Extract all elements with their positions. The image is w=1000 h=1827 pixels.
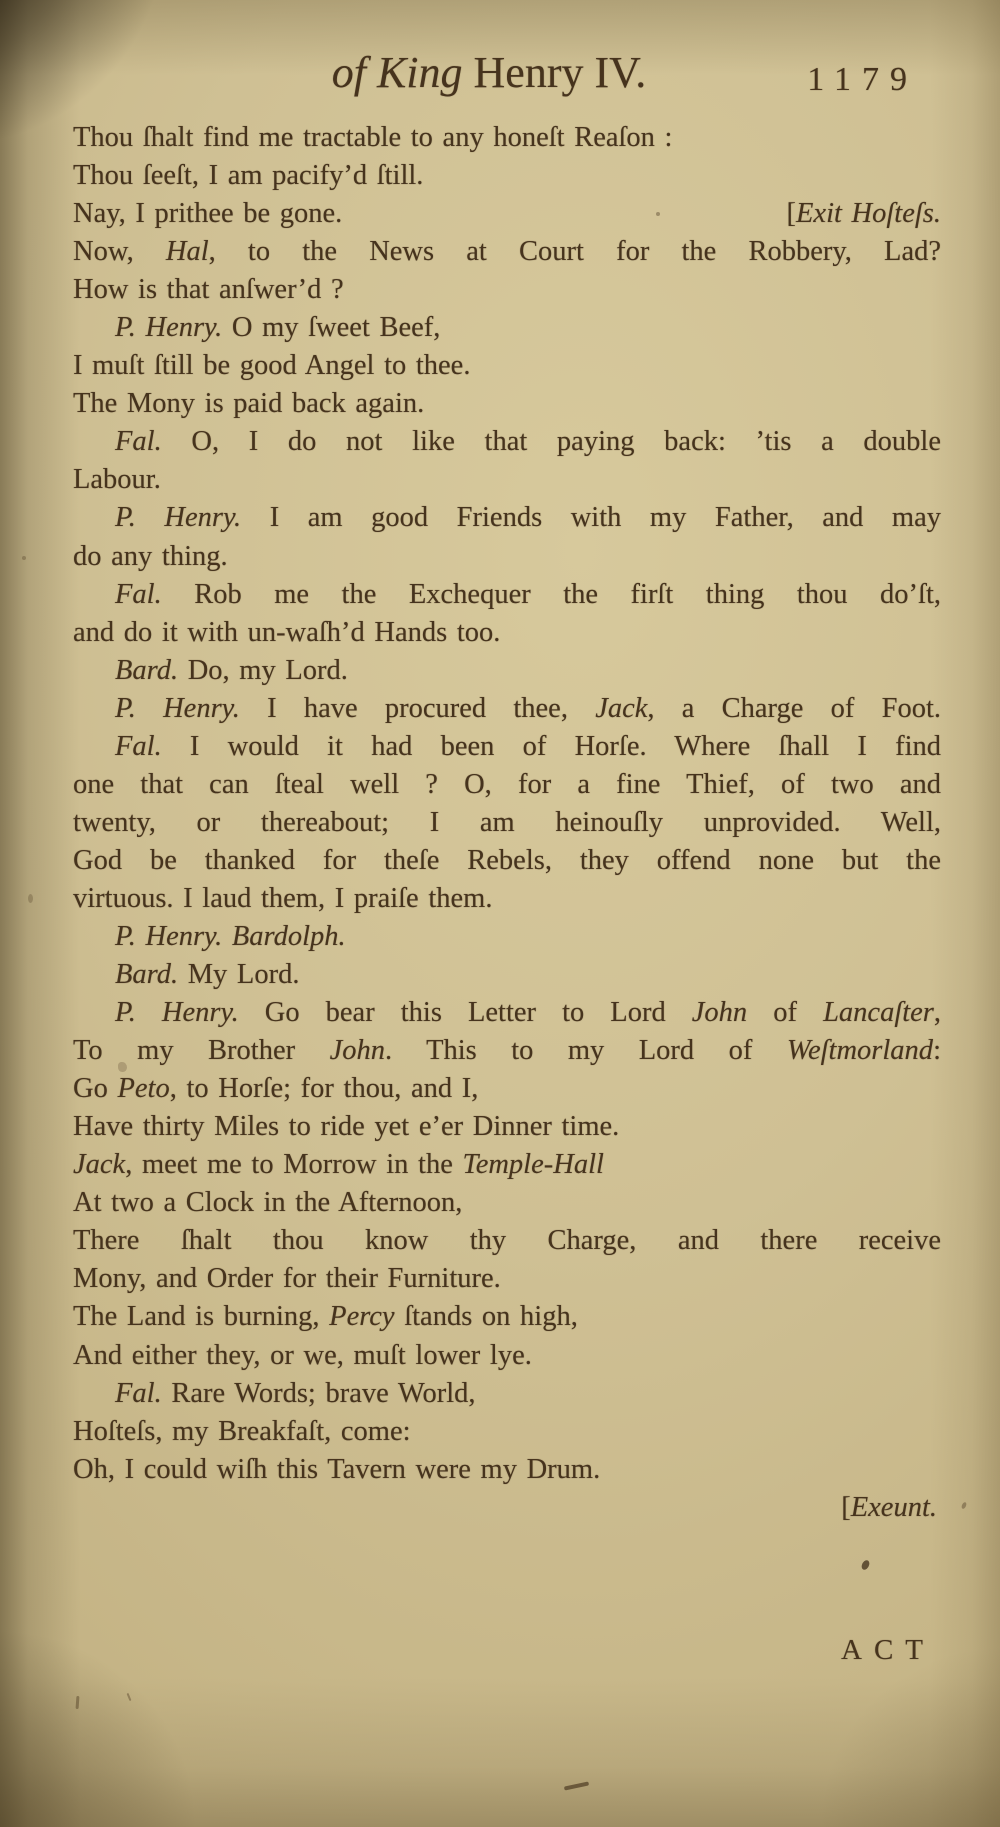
italic-text: Peto <box>117 1073 170 1105</box>
roman-text: And either they, or we, muſt lower lye. <box>73 1339 532 1371</box>
text-line <box>73 1222 941 1260</box>
italic-text: Exeunt. <box>850 1491 937 1523</box>
text-line <box>73 538 941 576</box>
page-text <box>73 119 941 1527</box>
roman-text: Go bear this Letter to Lord <box>238 997 692 1029</box>
italic-text: P. Henry. Bardolph. <box>115 920 346 952</box>
ink-speck <box>564 1781 589 1790</box>
roman-text: , to the News at Court for the Robbery, Lad? <box>208 236 941 268</box>
ink-speck <box>656 212 660 216</box>
ink-speck <box>22 556 26 560</box>
text-line <box>73 994 941 1032</box>
roman-text: Oh, I could wiſh this Tavern were my Drum. <box>73 1453 601 1485</box>
roman-text: twenty, or thereabout; I am heinouſly unprovided. Well, <box>73 806 941 838</box>
roman-text: Now, <box>73 236 166 268</box>
roman-text: and do it with un-waſh’d Hands too. <box>73 616 501 648</box>
text-line <box>73 1413 941 1451</box>
text-line <box>73 918 941 956</box>
roman-text: : <box>933 1035 941 1067</box>
italic-text: P. Henry. <box>115 502 242 534</box>
roman-text: , to Horſe; for thou, and I, <box>169 1073 479 1105</box>
ink-speck <box>961 1501 968 1509</box>
text-line <box>73 956 941 994</box>
italic-text: Fal. <box>115 1377 162 1409</box>
text-line <box>73 423 941 461</box>
text-line <box>73 1451 941 1489</box>
roman-text: Mony, and Order for their Furniture. <box>73 1263 501 1295</box>
italic-text: Exit Hoſteſs. <box>796 198 941 230</box>
text-line <box>73 690 941 728</box>
italic-text: John <box>329 1035 385 1067</box>
roman-text: How is that anſwer’d ? <box>73 274 344 306</box>
roman-text: The Land is burning, <box>73 1301 330 1333</box>
text-line <box>73 347 941 385</box>
roman-text: Rob me the Exchequer the firſt thing thou do’ſt, <box>161 578 941 610</box>
roman-text: My Lord. <box>178 959 300 991</box>
text-line <box>73 1260 941 1298</box>
text-line <box>73 614 941 652</box>
roman-text: , meet me to Morrow in the <box>125 1149 463 1181</box>
roman-text: Go <box>73 1073 118 1105</box>
roman-text: Labour. <box>73 464 161 496</box>
roman-text: [ <box>786 198 797 230</box>
text-line <box>73 728 941 766</box>
roman-text: The Mony is paid back again. <box>73 388 425 420</box>
roman-text: I have procured thee, <box>239 692 596 724</box>
roman-text: O my ſweet Beef, <box>222 312 441 344</box>
running-header-italic: of King <box>331 48 463 97</box>
roman-text: one that can ſteal well ? O, for a fine Thief, of two and <box>73 768 941 800</box>
text-line <box>73 1489 941 1527</box>
text-line <box>73 461 941 499</box>
roman-text: Do, my Lord. <box>178 654 348 686</box>
text-line <box>73 271 941 309</box>
italic-text: Fal. <box>115 578 162 610</box>
text-line <box>73 309 941 347</box>
roman-text: , <box>933 997 942 1029</box>
text-line <box>73 804 941 842</box>
italic-text: Bard. <box>115 654 179 686</box>
italic-text: Fal. <box>115 426 162 458</box>
text-line <box>73 1298 941 1336</box>
text-line <box>73 842 941 880</box>
roman-text: Rare Words; brave World, <box>161 1377 476 1409</box>
italic-text: Weſtmorland <box>786 1035 934 1067</box>
text-line <box>73 1375 941 1413</box>
italic-text: Lancaſter <box>823 997 934 1029</box>
text-line <box>73 1337 941 1375</box>
running-header-roman: Henry IV. <box>462 48 647 97</box>
italic-text: Jack <box>73 1149 126 1181</box>
stage-direction <box>787 195 941 233</box>
ink-speck <box>861 1559 870 1570</box>
ink-speck <box>76 1696 80 1709</box>
italic-text: John <box>691 997 748 1029</box>
text-line <box>73 385 941 423</box>
italic-text: P. Henry. <box>115 312 223 344</box>
ink-speck <box>127 1693 132 1701</box>
text-line <box>73 119 941 157</box>
text-line <box>73 1032 941 1070</box>
roman-text: I would it had been of Horſe. Where ſhall I find <box>161 730 941 762</box>
text-line <box>73 499 941 537</box>
text-line <box>73 1184 941 1222</box>
page-number: 1179 <box>807 61 918 98</box>
italic-text: P. Henry. <box>115 997 239 1029</box>
roman-text: do any thing. <box>73 540 228 572</box>
text-line <box>73 1070 941 1108</box>
italic-text: P. Henry. <box>115 692 240 724</box>
text-line <box>73 1108 941 1146</box>
roman-text: Thou ſhalt find me tractable to any honeſt Reaſon : <box>73 122 673 153</box>
roman-text: To my Brother <box>73 1035 330 1067</box>
text-line <box>73 766 941 804</box>
roman-text: I muſt ſtill be good Angel to thee. <box>73 350 471 382</box>
roman-text: There ſhalt thou know thy Charge, and there receive <box>73 1225 941 1257</box>
roman-text: Thou ſeeſt, I am pacify’d ſtill. <box>73 160 424 192</box>
roman-text: O, I do not like that paying back: ’tis a double <box>161 426 941 458</box>
text-line <box>73 195 941 233</box>
catchword: ACT <box>841 1634 935 1666</box>
roman-text: Have thirty Miles to ride yet e’er Dinner time. <box>73 1111 620 1143</box>
roman-text: Nay, I prithee be gone. <box>73 198 343 230</box>
text-line <box>73 576 941 614</box>
text-line <box>73 1146 941 1184</box>
roman-text: [ <box>841 1491 851 1523</box>
italic-text: Jack <box>595 692 648 724</box>
roman-text: At two a Clock in the Afternoon, <box>73 1187 463 1219</box>
text-line <box>73 233 941 271</box>
roman-text: Hoſteſs, my Breakfaſt, come: <box>73 1415 411 1447</box>
text-line <box>73 652 941 690</box>
roman-text: I am good Friends with my Father, and may <box>241 502 942 534</box>
italic-text: Percy <box>329 1301 395 1333</box>
italic-text: Temple-Hall <box>462 1149 604 1181</box>
roman-text: of <box>747 997 824 1029</box>
roman-text: , a Charge of Foot. <box>647 692 941 724</box>
roman-text: virtuous. I laud them, I praiſe them. <box>73 882 493 914</box>
text-line <box>73 157 941 195</box>
roman-text: . This to my Lord of <box>384 1035 787 1067</box>
roman-text: ſtands on high, <box>394 1301 578 1333</box>
text-line <box>73 880 941 918</box>
italic-text: Fal. <box>115 730 162 762</box>
stain-speck <box>118 1062 127 1072</box>
roman-text: God be thanked for theſe Rebels, they offend none but the <box>73 844 941 876</box>
ink-speck <box>28 894 33 903</box>
italic-text: Bard. <box>115 959 179 991</box>
italic-text: Hal <box>165 236 209 268</box>
